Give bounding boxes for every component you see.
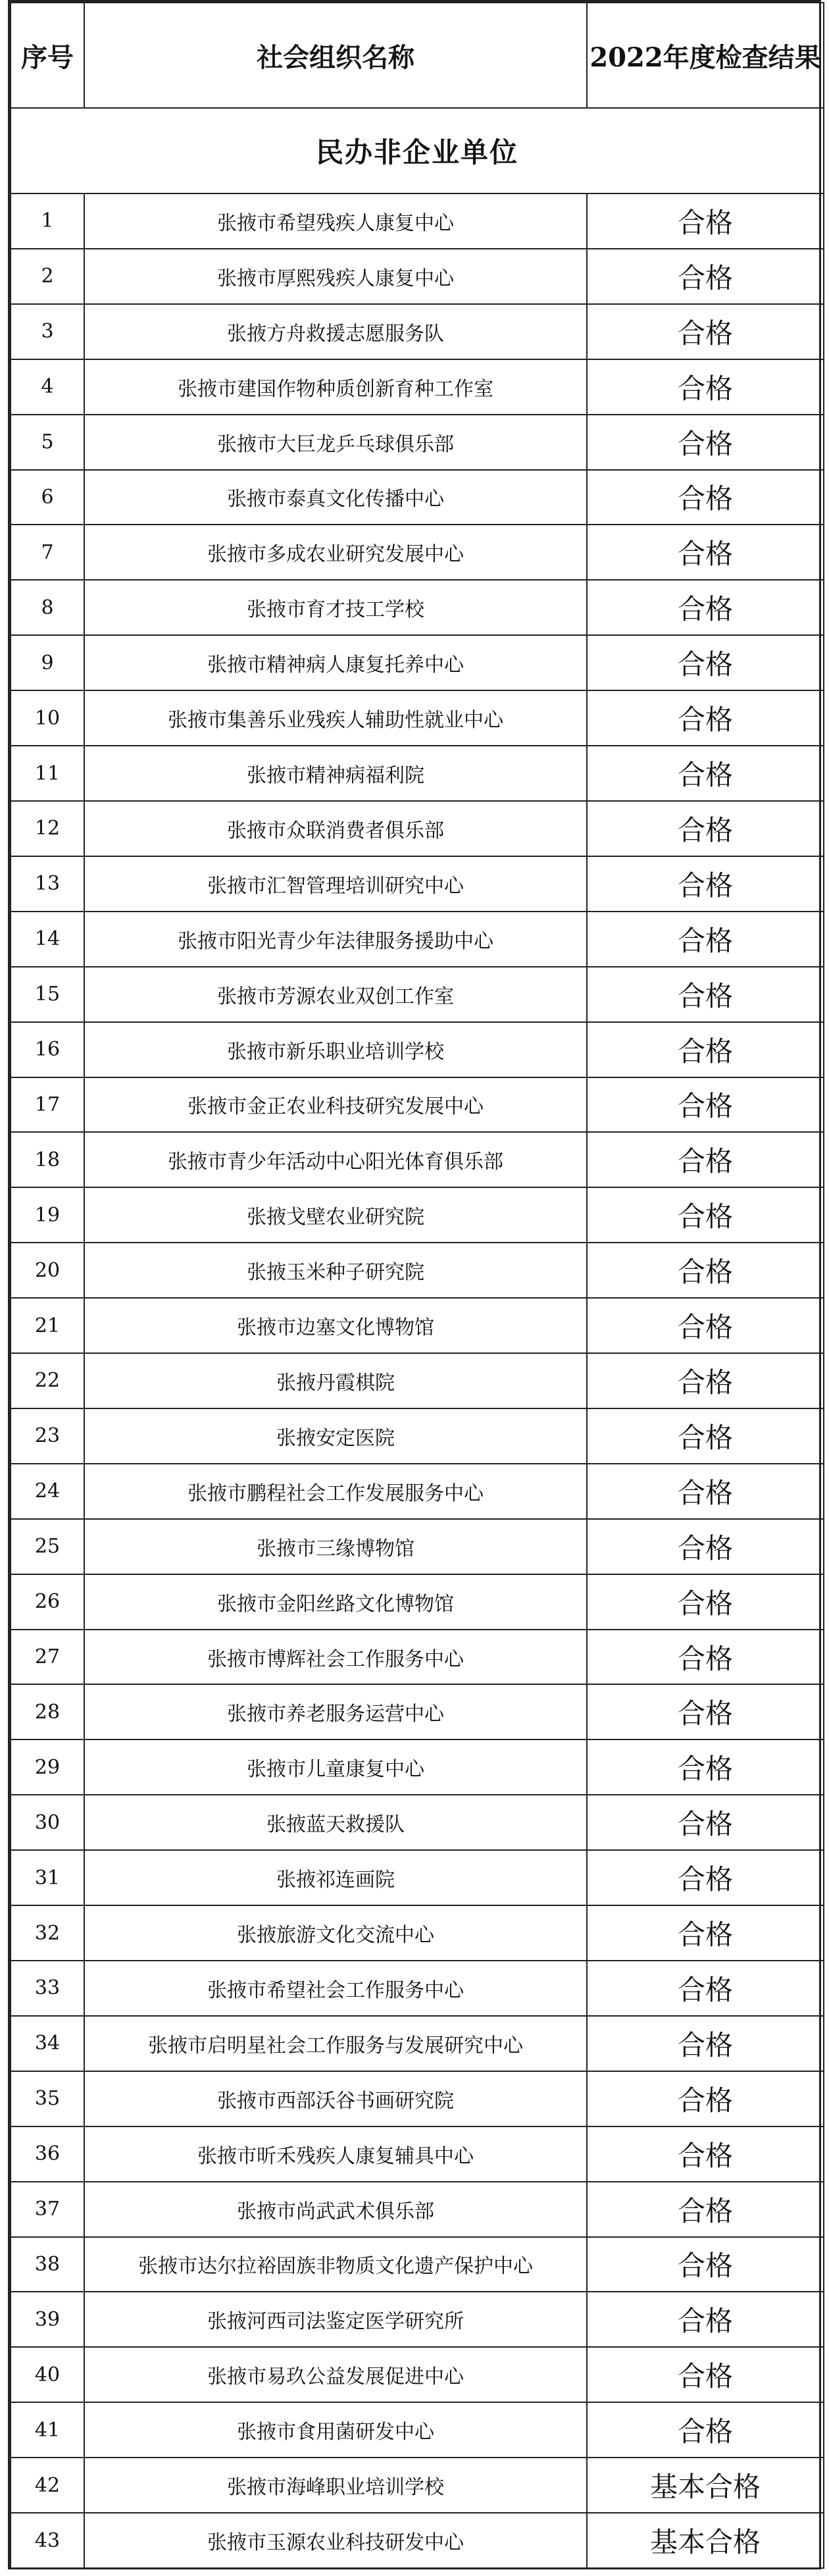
organization-name-cell: 张掖市建国作物种质创新育种工作室 bbox=[84, 359, 587, 415]
serial-number-cell: 13 bbox=[11, 856, 84, 912]
organization-name-cell: 张掖市青少年活动中心阳光体育俱乐部 bbox=[84, 1132, 587, 1187]
header-inspection-result: 2022年度检查结果 bbox=[587, 3, 824, 108]
inspection-result-cell: 合格 bbox=[587, 2071, 824, 2126]
inspection-result-cell: 合格 bbox=[587, 1795, 824, 1850]
organization-name-cell: 张掖市多成农业研究发展中心 bbox=[84, 525, 587, 580]
inspection-result-cell: 合格 bbox=[587, 580, 824, 635]
serial-number-cell: 26 bbox=[11, 1574, 84, 1630]
inspection-results-table bbox=[10, 2, 824, 2569]
serial-number-cell: 15 bbox=[11, 967, 84, 1022]
inspection-result-cell: 合格 bbox=[587, 1243, 824, 1298]
table-row bbox=[11, 525, 824, 580]
serial-number-cell: 16 bbox=[11, 1022, 84, 1077]
organization-name-cell: 张掖市尚武武术俱乐部 bbox=[84, 2182, 587, 2237]
table-row bbox=[11, 1077, 824, 1133]
inspection-result-cell: 合格 bbox=[587, 1519, 824, 1574]
serial-number-cell: 8 bbox=[11, 580, 84, 635]
inspection-result-cell: 合格 bbox=[587, 2347, 824, 2402]
table-row bbox=[11, 359, 824, 415]
inspection-result-cell: 基本合格 bbox=[587, 2458, 824, 2513]
inspection-result-cell: 合格 bbox=[587, 525, 824, 580]
organization-name-cell: 张掖市众联消费者俱乐部 bbox=[84, 801, 587, 856]
serial-number-cell: 19 bbox=[11, 1187, 84, 1243]
serial-number-cell: 11 bbox=[11, 746, 84, 801]
serial-number-cell: 17 bbox=[11, 1077, 84, 1133]
organization-name-cell: 张掖戈壁农业研究院 bbox=[84, 1187, 587, 1243]
inspection-result-cell: 合格 bbox=[587, 193, 824, 249]
inspection-result-cell: 合格 bbox=[587, 2016, 824, 2071]
table-row bbox=[11, 690, 824, 746]
inspection-result-cell: 合格 bbox=[587, 1574, 824, 1630]
serial-number-cell: 27 bbox=[11, 1630, 84, 1685]
organization-name-cell: 张掖市启明星社会工作服务与发展研究中心 bbox=[84, 2016, 587, 2071]
inspection-result-cell: 合格 bbox=[587, 2237, 824, 2292]
organization-name-cell: 张掖市育才技工学校 bbox=[84, 580, 587, 635]
section-row bbox=[11, 108, 824, 193]
organization-name-cell: 张掖市金正农业科技研究发展中心 bbox=[84, 1077, 587, 1133]
organization-name-cell: 张掖市西部沃谷书画研究院 bbox=[84, 2071, 587, 2126]
organization-name-cell: 张掖市食用菌研发中心 bbox=[84, 2402, 587, 2458]
serial-number-cell: 4 bbox=[11, 359, 84, 415]
serial-number-cell: 43 bbox=[11, 2513, 84, 2568]
inspection-result-cell: 合格 bbox=[587, 1630, 824, 1685]
organization-name-cell: 张掖市昕禾残疾人康复辅具中心 bbox=[84, 2126, 587, 2182]
table-row bbox=[11, 2071, 824, 2126]
serial-number-cell: 25 bbox=[11, 1519, 84, 1574]
serial-number-cell: 14 bbox=[11, 912, 84, 967]
serial-number-cell: 37 bbox=[11, 2182, 84, 2237]
serial-number-cell: 2 bbox=[11, 249, 84, 304]
serial-number-cell: 23 bbox=[11, 1408, 84, 1464]
inspection-result-cell: 基本合格 bbox=[587, 2513, 824, 2568]
serial-number-cell: 39 bbox=[11, 2292, 84, 2347]
table-row bbox=[11, 2513, 824, 2568]
organization-name-cell: 张掖安定医院 bbox=[84, 1408, 587, 1464]
inspection-result-cell: 合格 bbox=[587, 304, 824, 359]
organization-name-cell: 张掖市芳源农业双创工作室 bbox=[84, 967, 587, 1022]
table-row bbox=[11, 1132, 824, 1187]
serial-number-cell: 35 bbox=[11, 2071, 84, 2126]
serial-number-cell: 38 bbox=[11, 2237, 84, 2292]
inspection-result-cell: 合格 bbox=[587, 1739, 824, 1795]
table-row bbox=[11, 1408, 824, 1464]
organization-name-cell: 张掖市集善乐业残疾人辅助性就业中心 bbox=[84, 690, 587, 746]
inspection-result-cell: 合格 bbox=[587, 359, 824, 415]
inspection-result-cell: 合格 bbox=[587, 1132, 824, 1187]
serial-number-cell: 29 bbox=[11, 1739, 84, 1795]
table-row bbox=[11, 1795, 824, 1850]
serial-number-cell: 18 bbox=[11, 1132, 84, 1187]
inspection-result-cell: 合格 bbox=[587, 1684, 824, 1739]
table-row bbox=[11, 1243, 824, 1298]
serial-number-cell: 36 bbox=[11, 2126, 84, 2182]
table-row bbox=[11, 967, 824, 1022]
table-row bbox=[11, 1684, 824, 1739]
inspection-result-cell: 合格 bbox=[587, 2402, 824, 2458]
serial-number-cell: 22 bbox=[11, 1353, 84, 1408]
serial-number-cell: 34 bbox=[11, 2016, 84, 2071]
serial-number-cell: 28 bbox=[11, 1684, 84, 1739]
inspection-result-cell: 合格 bbox=[587, 1850, 824, 1905]
table-row bbox=[11, 746, 824, 801]
serial-number-cell: 30 bbox=[11, 1795, 84, 1850]
table-row bbox=[11, 2292, 824, 2347]
organization-name-cell: 张掖丹霞棋院 bbox=[84, 1353, 587, 1408]
inspection-result-cell: 合格 bbox=[587, 1961, 824, 2016]
organization-name-cell: 张掖蓝天救援队 bbox=[84, 1795, 587, 1850]
organization-name-cell: 张掖市达尔拉裕固族非物质文化遗产保护中心 bbox=[84, 2237, 587, 2292]
organization-name-cell: 张掖市新乐职业培训学校 bbox=[84, 1022, 587, 1077]
inspection-result-cell: 合格 bbox=[587, 635, 824, 690]
organization-name-cell: 张掖方舟救援志愿服务队 bbox=[84, 304, 587, 359]
table-row bbox=[11, 856, 824, 912]
inspection-result-cell: 合格 bbox=[587, 1187, 824, 1243]
table-row bbox=[11, 1630, 824, 1685]
organization-name-cell: 张掖市精神病福利院 bbox=[84, 746, 587, 801]
table-row bbox=[11, 193, 824, 249]
inspection-result-cell: 合格 bbox=[587, 2292, 824, 2347]
serial-number-cell: 10 bbox=[11, 690, 84, 746]
inspection-result-cell: 合格 bbox=[587, 2182, 824, 2237]
inspection-result-cell: 合格 bbox=[587, 1464, 824, 1519]
organization-name-cell: 张掖市大巨龙乒乓球俱乐部 bbox=[84, 415, 587, 470]
table-row bbox=[11, 304, 824, 359]
organization-name-cell: 张掖玉米种子研究院 bbox=[84, 1243, 587, 1298]
inspection-result-cell: 合格 bbox=[587, 1905, 824, 1961]
organization-name-cell: 张掖市精神病人康复托养中心 bbox=[84, 635, 587, 690]
inspection-result-cell: 合格 bbox=[587, 415, 824, 470]
inspection-result-cell: 合格 bbox=[587, 2126, 824, 2182]
organization-name-cell: 张掖市玉源农业科技研发中心 bbox=[84, 2513, 587, 2568]
table-row bbox=[11, 635, 824, 690]
table-row bbox=[11, 801, 824, 856]
organization-name-cell: 张掖市三缘博物馆 bbox=[84, 1519, 587, 1574]
serial-number-cell: 31 bbox=[11, 1850, 84, 1905]
serial-number-cell: 12 bbox=[11, 801, 84, 856]
serial-number-cell: 24 bbox=[11, 1464, 84, 1519]
table-row bbox=[11, 249, 824, 304]
section-title: 民办非企业单位 bbox=[11, 108, 824, 193]
inspection-result-cell: 合格 bbox=[587, 746, 824, 801]
table-row bbox=[11, 1464, 824, 1519]
table-row bbox=[11, 415, 824, 470]
header-row bbox=[11, 3, 824, 108]
organization-name-cell: 张掖市易玖公益发展促进中心 bbox=[84, 2347, 587, 2402]
table-row bbox=[11, 2016, 824, 2071]
inspection-result-cell: 合格 bbox=[587, 801, 824, 856]
inspection-result-cell: 合格 bbox=[587, 1298, 824, 1353]
serial-number-cell: 1 bbox=[11, 193, 84, 249]
serial-number-cell: 32 bbox=[11, 1905, 84, 1961]
serial-number-cell: 40 bbox=[11, 2347, 84, 2402]
table-row bbox=[11, 1519, 824, 1574]
table-row bbox=[11, 1298, 824, 1353]
organization-name-cell: 张掖河西司法鉴定医学研究所 bbox=[84, 2292, 587, 2347]
table-row bbox=[11, 1739, 824, 1795]
serial-number-cell: 9 bbox=[11, 635, 84, 690]
table-row bbox=[11, 2182, 824, 2237]
organization-name-cell: 张掖市儿童康复中心 bbox=[84, 1739, 587, 1795]
organization-name-cell: 张掖市海峰职业培训学校 bbox=[84, 2458, 587, 2513]
organization-name-cell: 张掖市鹏程社会工作发展服务中心 bbox=[84, 1464, 587, 1519]
organization-name-cell: 张掖市希望残疾人康复中心 bbox=[84, 193, 587, 249]
serial-number-cell: 6 bbox=[11, 470, 84, 525]
inspection-result-cell: 合格 bbox=[587, 912, 824, 967]
organization-name-cell: 张掖市汇智管理培训研究中心 bbox=[84, 856, 587, 912]
inspection-result-cell: 合格 bbox=[587, 249, 824, 304]
serial-number-cell: 21 bbox=[11, 1298, 84, 1353]
inspection-result-cell: 合格 bbox=[587, 1077, 824, 1133]
organization-name-cell: 张掖市希望社会工作服务中心 bbox=[84, 1961, 587, 2016]
table-row bbox=[11, 2458, 824, 2513]
organization-name-cell: 张掖旅游文化交流中心 bbox=[84, 1905, 587, 1961]
table-row bbox=[11, 1353, 824, 1408]
table-row bbox=[11, 1850, 824, 1905]
inspection-result-cell: 合格 bbox=[587, 470, 824, 525]
organization-name-cell: 张掖市厚熙残疾人康复中心 bbox=[84, 249, 587, 304]
organization-name-cell: 张掖市阳光青少年法律服务援助中心 bbox=[84, 912, 587, 967]
serial-number-cell: 7 bbox=[11, 525, 84, 580]
organization-name-cell: 张掖祁连画院 bbox=[84, 1850, 587, 1905]
table-row bbox=[11, 2402, 824, 2458]
serial-number-cell: 5 bbox=[11, 415, 84, 470]
table-row bbox=[11, 2126, 824, 2182]
serial-number-cell: 33 bbox=[11, 1961, 84, 2016]
table-row bbox=[11, 1905, 824, 1961]
organization-name-cell: 张掖市博辉社会工作服务中心 bbox=[84, 1630, 587, 1685]
table-row bbox=[11, 2237, 824, 2292]
organization-name-cell: 张掖市泰真文化传播中心 bbox=[84, 470, 587, 525]
inspection-results-sheet bbox=[8, 0, 821, 2569]
table-row bbox=[11, 1574, 824, 1630]
table-row bbox=[11, 1187, 824, 1243]
table-row bbox=[11, 2347, 824, 2402]
serial-number-cell: 42 bbox=[11, 2458, 84, 2513]
table-row bbox=[11, 1022, 824, 1077]
table-row bbox=[11, 1961, 824, 2016]
inspection-result-cell: 合格 bbox=[587, 856, 824, 912]
inspection-result-cell: 合格 bbox=[587, 690, 824, 746]
inspection-result-cell: 合格 bbox=[587, 1353, 824, 1408]
table-row bbox=[11, 580, 824, 635]
organization-name-cell: 张掖市金阳丝路文化博物馆 bbox=[84, 1574, 587, 1630]
inspection-result-cell: 合格 bbox=[587, 1408, 824, 1464]
inspection-result-cell: 合格 bbox=[587, 967, 824, 1022]
organization-name-cell: 张掖市边塞文化博物馆 bbox=[84, 1298, 587, 1353]
organization-name-cell: 张掖市养老服务运营中心 bbox=[84, 1684, 587, 1739]
serial-number-cell: 41 bbox=[11, 2402, 84, 2458]
table-row bbox=[11, 912, 824, 967]
table-row bbox=[11, 470, 824, 525]
header-serial-number: 序号 bbox=[11, 3, 84, 108]
serial-number-cell: 3 bbox=[11, 304, 84, 359]
serial-number-cell: 20 bbox=[11, 1243, 84, 1298]
inspection-result-cell: 合格 bbox=[587, 1022, 824, 1077]
header-organization-name: 社会组织名称 bbox=[84, 3, 587, 108]
